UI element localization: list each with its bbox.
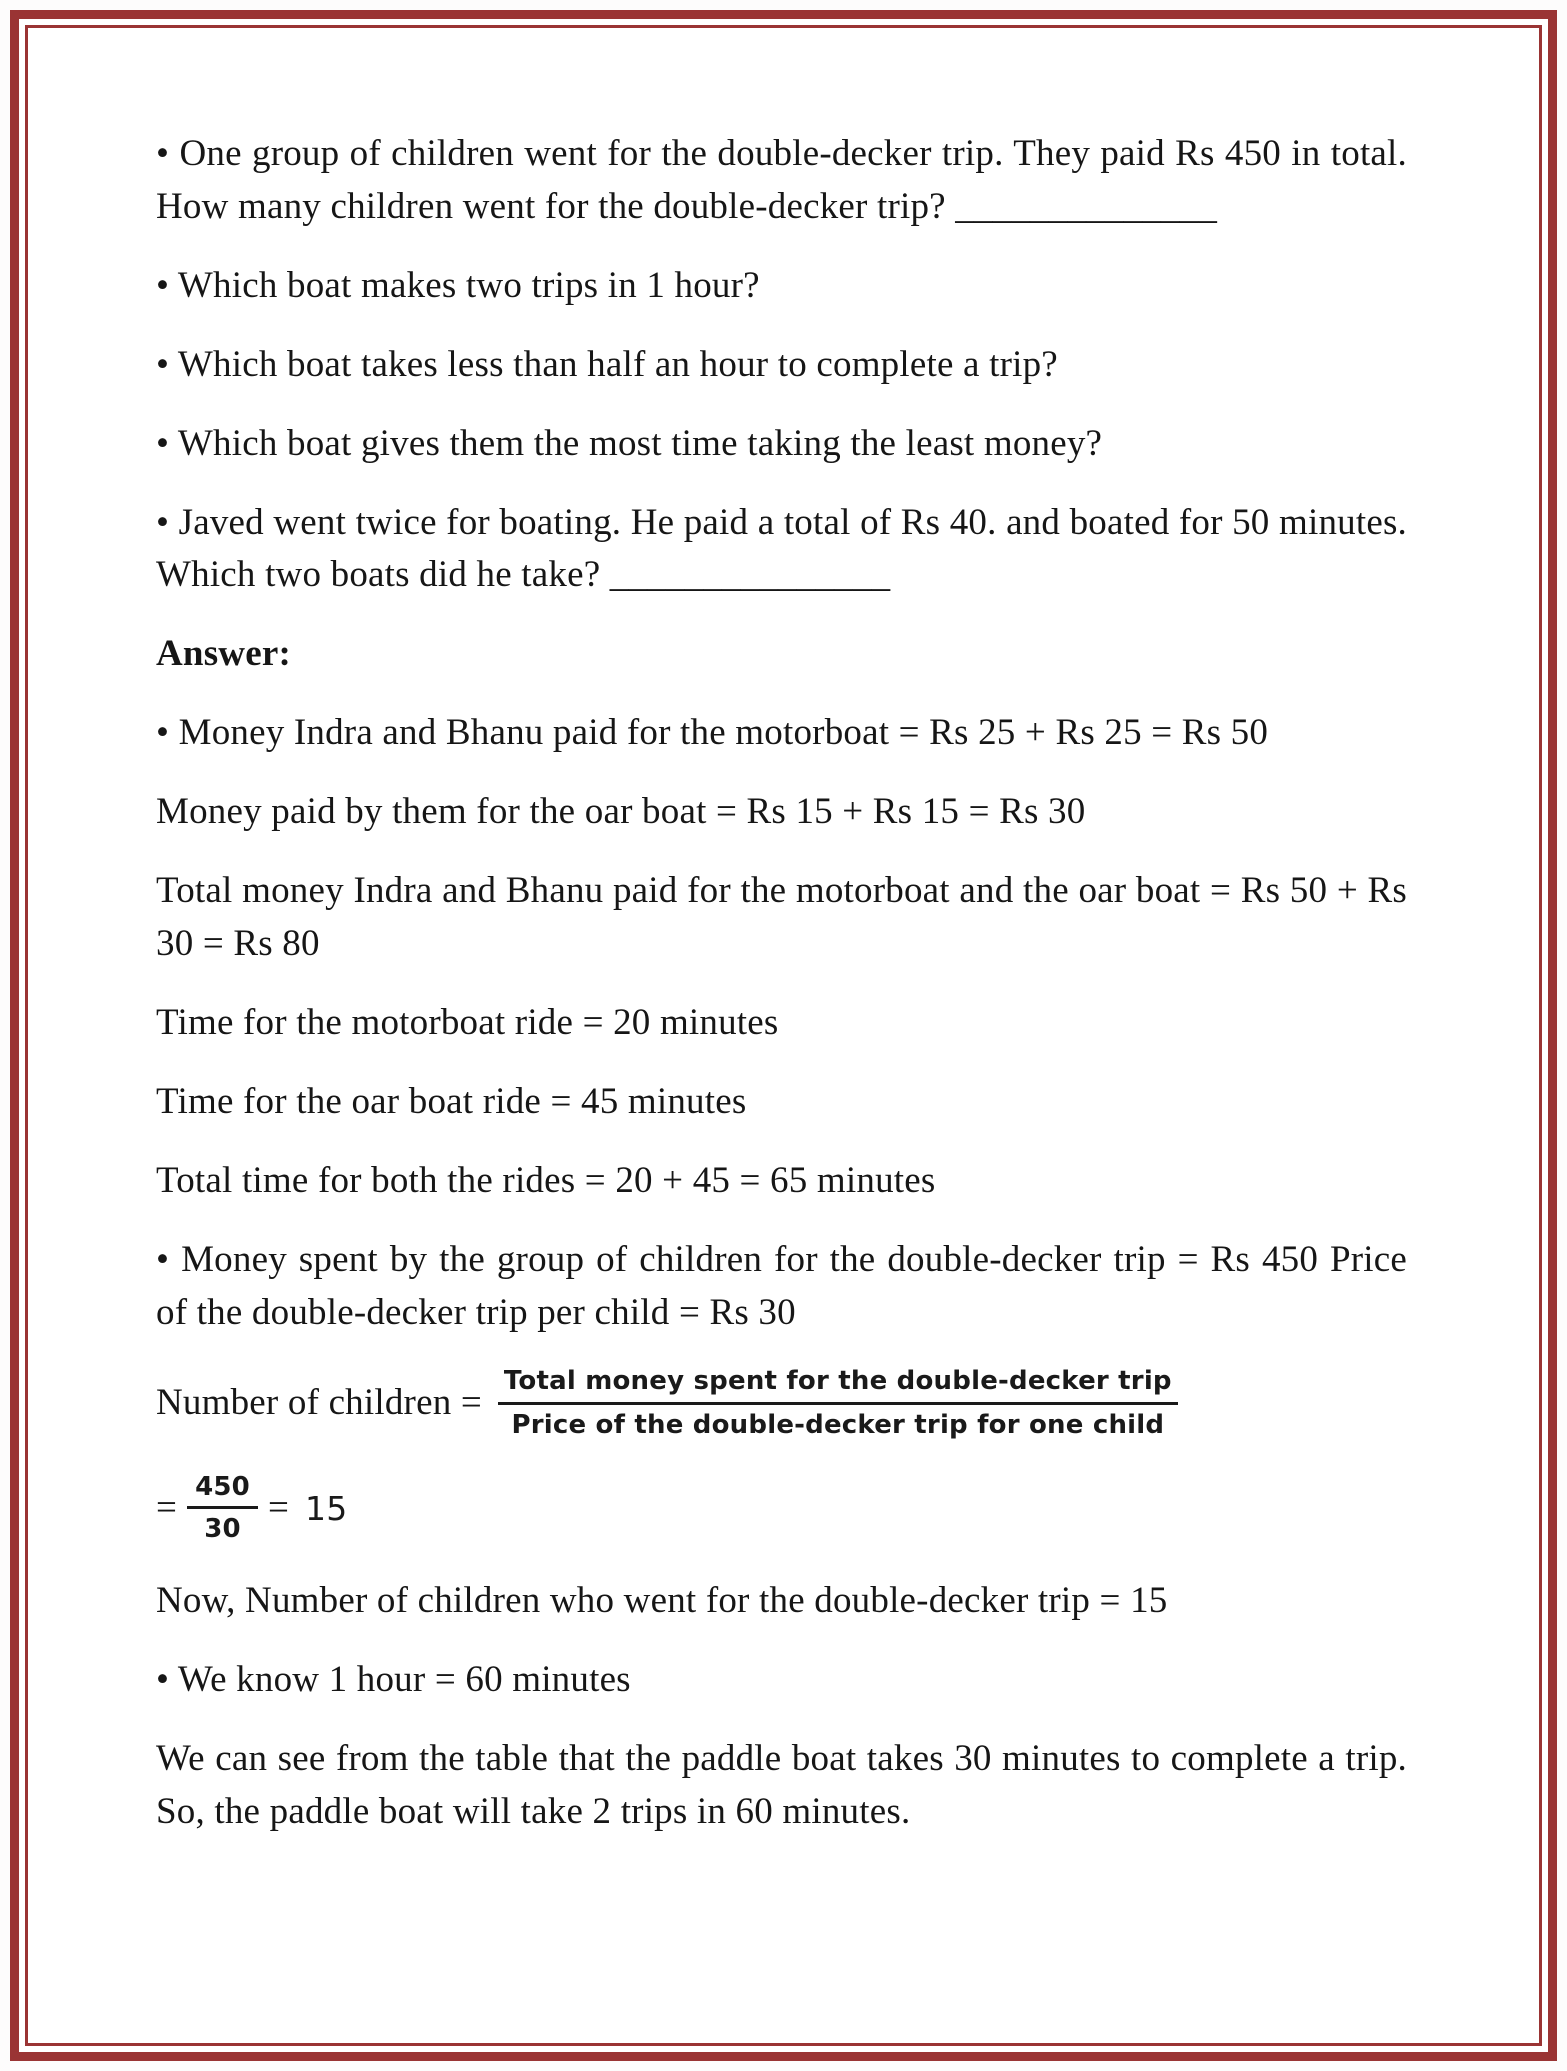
fraction-numerator: Total money spent for the double-decker trip	[498, 1365, 1178, 1405]
formula-lead-text: Number of children =	[156, 1381, 482, 1423]
formula-number-of-children	[156, 1365, 1407, 1441]
inner-border-frame	[25, 25, 1542, 2046]
answer-children-count: Now, Number of children who went for the double-decker trip = 15	[156, 1580, 1168, 1622]
result-value: 15	[305, 1488, 348, 1528]
fraction-denominator: Price of the double-decker trip for one child	[511, 1409, 1165, 1440]
answer-total-time: Total time for both the rides = 20 + 45 = 65 minutes	[156, 1159, 936, 1201]
question-javed-boats: • Javed went twice for boating. He paid a total of Rs 40. and boated for 50 minutes. Which two boats did he take? _______________	[156, 501, 1407, 596]
answer-heading: Answer:	[156, 633, 291, 675]
fraction-numerator-450: 450	[187, 1471, 258, 1509]
outer-border-frame	[10, 10, 1557, 2061]
answer-total-money: Total money Indra and Bhanu paid for the motorboat and the oar boat = Rs 50 + Rs 30 = Rs 80	[156, 870, 1407, 964]
fraction-total-over-price	[498, 1365, 1178, 1441]
question-double-decker-children: • One group of children went for the double-decker trip. They paid Rs 450 in total. How many children went for the double-decker trip? ______________	[156, 133, 1407, 227]
answer-motorboat-money: • Money Indra and Bhanu paid for the motorboat = Rs 25 + Rs 25 = Rs 50	[156, 712, 1269, 754]
fraction-450-over-30	[187, 1471, 258, 1545]
answer-oar-boat-money: Money paid by them for the oar boat = Rs 15 + Rs 15 = Rs 30	[156, 791, 1086, 833]
equals-sign-2: =	[267, 1486, 290, 1528]
question-half-hour: • Which boat takes less than half an hour to complete a trip?	[156, 343, 1058, 385]
equals-sign-1: =	[156, 1486, 178, 1528]
answer-oar-boat-time: Time for the oar boat ride = 45 minutes	[156, 1080, 747, 1122]
question-two-trips: • Which boat makes two trips in 1 hour?	[156, 264, 760, 306]
fraction-denominator-30: 30	[204, 1513, 241, 1544]
answer-motorboat-time: Time for the motorboat ride = 20 minutes	[156, 1001, 779, 1043]
answer-group-money: • Money spent by the group of children for the double-decker trip = Rs 450 Price of the double-decker trip per child = Rs 30	[156, 1238, 1407, 1333]
answer-paddle-boat-trips: We can see from the table that the paddle boat takes 30 minutes to complete a trip. So, the paddle boat will take 2 trips in 60 minutes.	[156, 1738, 1407, 1833]
answer-hour-minutes: • We know 1 hour = 60 minutes	[156, 1659, 631, 1701]
question-most-time-least-money: • Which boat gives them the most time taking the least money?	[156, 422, 1103, 464]
formula-result-calculation	[156, 1471, 1407, 1545]
